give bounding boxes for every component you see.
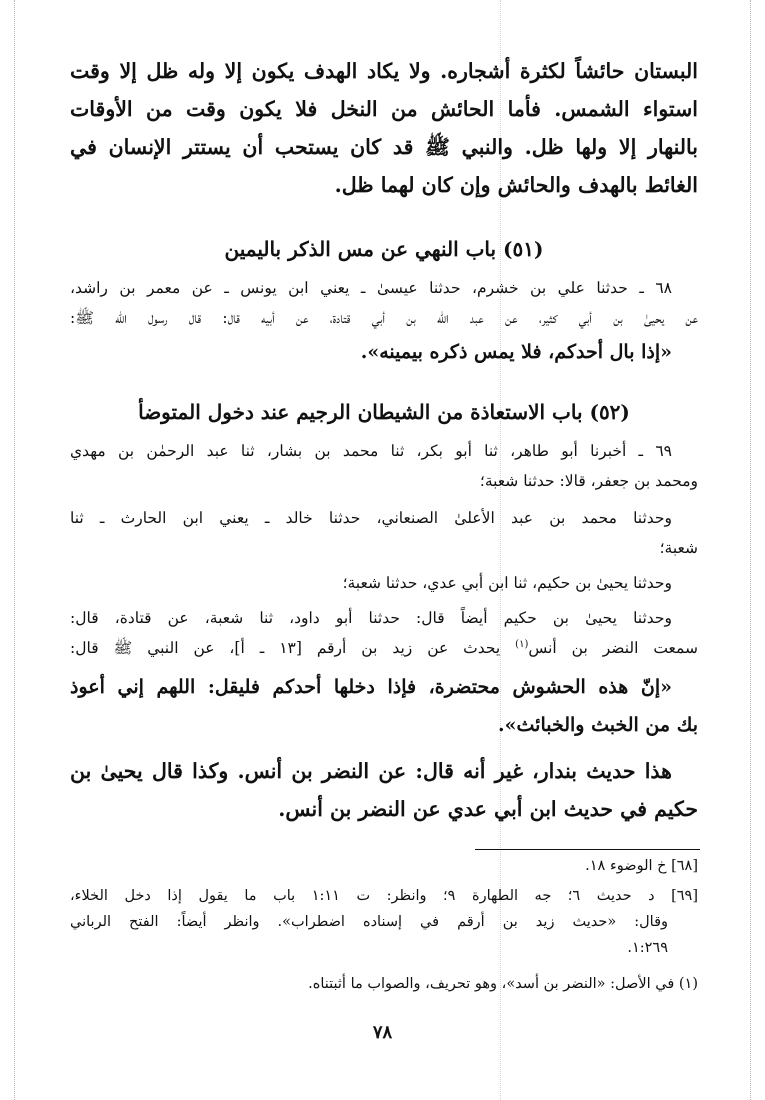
isnad-line: عن يحيىٰ بن أبي كثير، عن عبد الله بن أبي قتادة، عن أبيه قال: قال رسول الله ﷺ:	[70, 309, 698, 327]
footnote-line: [٦٨] خ الوضوء ١٨.	[585, 858, 698, 874]
hadith-68-isnad	[70, 273, 698, 333]
footnote-marker[interactable]: (١)	[515, 638, 529, 650]
isnad-line: ٦٩ ـ أخبرنا أبو طاهر، ثنا أبو بكر، ثنا محمد بن بشار، ثنا عبد الرحمٰن بن مهدي	[70, 442, 672, 460]
footnote-separator	[475, 849, 700, 850]
isnad-line: شعبة؛	[659, 539, 698, 557]
isnad-line	[70, 633, 698, 663]
hadith-69-matn	[70, 668, 698, 744]
intro-line: بالنهار إلا ولها ظل. والنبي ﷺ قد كان يستحب أن يستتر الإنسان في	[70, 135, 698, 159]
intro-line: الغائط بالهدف والحائش وإن كان لهما ظل.	[334, 173, 698, 197]
isnad-line: ومحمد بن جعفر، قالا: حدثنا شعبة؛	[479, 472, 698, 490]
isnad-text: سمعت النضر بن أنس	[528, 639, 698, 657]
hadith-68-matn	[70, 333, 698, 371]
footnote-69	[70, 883, 698, 961]
footnote-line: (١) في الأصل: «النضر بن أسد»، وهو تحريف، والصواب ما أثبتناه.	[308, 976, 698, 992]
hadith-69-isnad-2	[70, 503, 698, 563]
footnote-line: [٦٩] د حديث ٦؛ جه الطهارة ٩؛ وانظر: ت ١:١١ باب ما يقول إذا دخل الخلاء،	[70, 888, 698, 904]
intro-line: استواء الشمس. فأما الحائش من النخل فلا يكون وقت من الأوقات	[70, 97, 698, 121]
intro-paragraph	[70, 52, 698, 204]
hadith-69-isnad-1	[70, 436, 698, 496]
page-edge-right	[750, 0, 751, 1100]
section-52-heading: (٥٢) باب الاستعاذة من الشيطان الرجيم عند دخول المتوضأ	[138, 400, 630, 424]
hadith-69-isnad-4	[70, 603, 698, 663]
footnote-68	[70, 853, 698, 879]
isnad-text: يحدث عن زيد بن أرقم [١٣ ـ أ]، عن النبي ﷺ قال:	[70, 639, 516, 657]
page-edge-left	[14, 0, 15, 1100]
footnote-line: ١:٢٦٩.	[627, 940, 668, 956]
comment-line: حكيم في حديث ابن أبي عدي عن النضر بن أنس.	[278, 797, 698, 821]
hadith-69-comment	[70, 752, 698, 828]
footnote-1	[70, 971, 698, 997]
matn-line: «إذا بال أحدكم، فلا يمس ذكره بيمينه».	[360, 341, 672, 363]
page-number: ٧٨	[372, 1022, 393, 1043]
footnote-line: وقال: «حديث زيد بن أرقم في إسناده اضطراب». وانظر أيضاً: الفتح الرباني	[70, 914, 668, 930]
comment-line: هذا حديث بندار، غير أنه قال: عن النضر بن أنس. وكذا قال يحيىٰ بن	[70, 759, 672, 783]
section-51-heading: (٥١) باب النهي عن مس الذكر باليمين	[224, 237, 544, 261]
matn-line: بك من الخبث والخبائث».	[498, 714, 698, 736]
isnad-line: وحدثنا يحيىٰ بن حكيم، ثنا ابن أبي عدي، حدثنا شعبة؛	[342, 574, 672, 592]
isnad-line: ٦٨ ـ حدثنا علي بن خشرم، حدثنا عيسىٰ ـ يعني ابن يونس ـ عن معمر بن راشد،	[70, 279, 672, 297]
matn-line: «إنّ هذه الحشوش محتضرة، فإذا دخلها أحدكم فليقل: اللهم إني أعوذ	[70, 676, 672, 698]
intro-line: البستان حائشاً لكثرة أشجاره. ولا يكاد الهدف يكون إلا وله ظل إلا وقت	[70, 59, 698, 83]
isnad-line: وحدثنا محمد بن عبد الأعلىٰ الصنعاني، حدثنا خالد ـ يعني ابن الحارث ـ ثنا	[70, 509, 672, 527]
hadith-69-isnad-3	[70, 568, 698, 598]
isnad-line: وحدثنا يحيىٰ بن حكيم أيضاً قال: حدثنا أبو داود، ثنا شعبة، عن قتادة، قال:	[70, 609, 672, 627]
